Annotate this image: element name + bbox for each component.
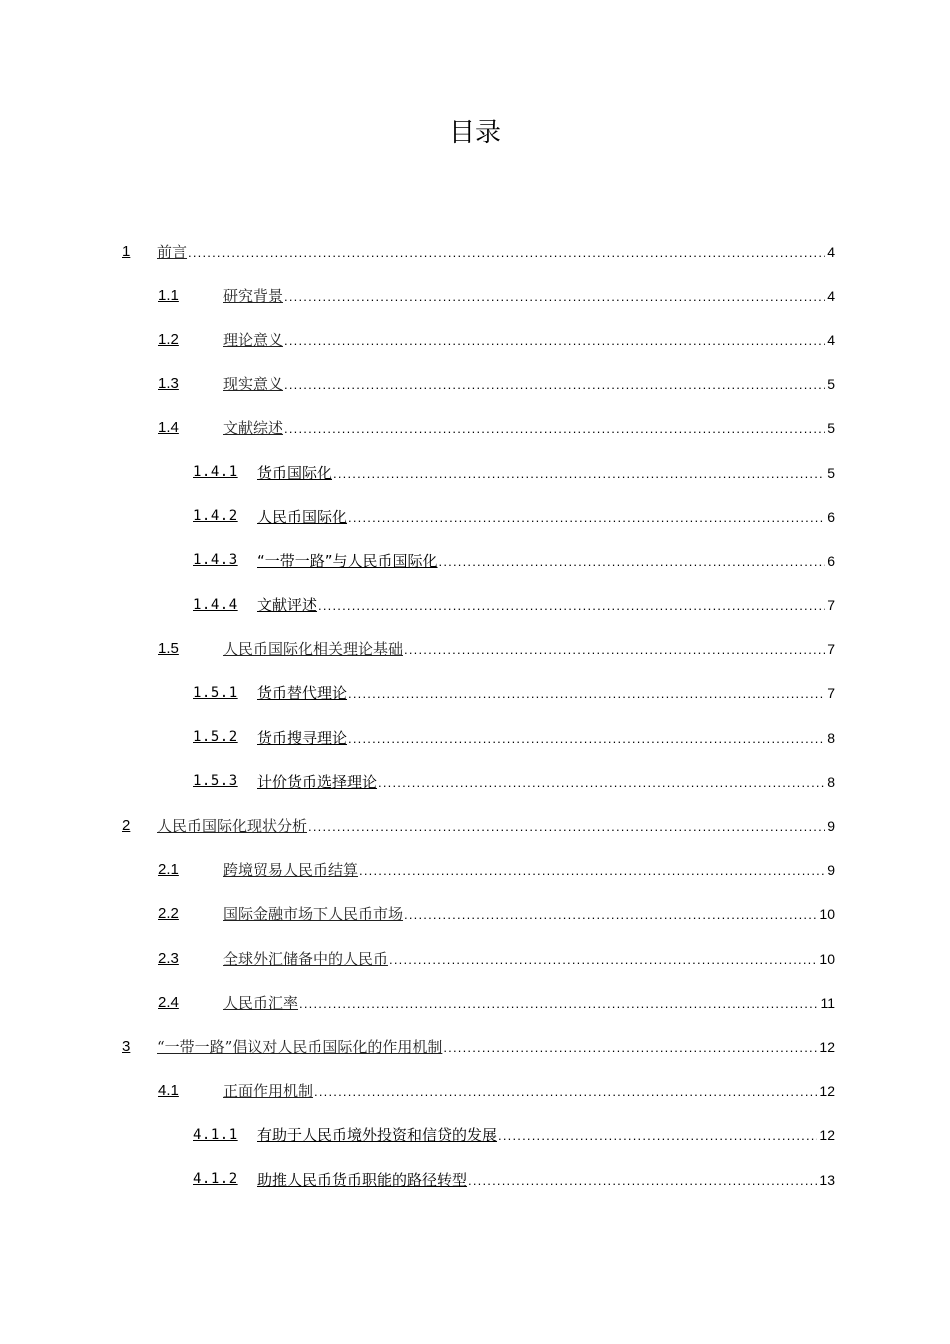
page-title: 目录 bbox=[448, 118, 501, 148]
toc-entry[interactable] bbox=[0, 892, 950, 936]
toc-entry[interactable] bbox=[0, 1157, 950, 1201]
toc-entry[interactable] bbox=[0, 848, 950, 892]
toc-entry-page-number: 11 bbox=[820, 994, 835, 1011]
toc-entry-page-number: 4 bbox=[827, 287, 835, 304]
toc-entry[interactable] bbox=[0, 450, 950, 494]
toc-entry-page-number: 13 bbox=[819, 1171, 835, 1188]
toc-entry[interactable] bbox=[0, 317, 950, 361]
toc-entry-line bbox=[257, 1169, 835, 1190]
toc-entry-number[interactable]: 2 bbox=[122, 817, 131, 835]
toc-entry-label[interactable]: 跨境贸易人民币结算 bbox=[223, 861, 359, 880]
toc-entry-page-number: 5 bbox=[827, 464, 835, 481]
toc-entry-label[interactable]: 货币搜寻理论 bbox=[257, 728, 348, 747]
toc-entry-line bbox=[223, 992, 835, 1013]
toc-entry-page-number: 6 bbox=[827, 508, 835, 525]
dot-leader bbox=[284, 333, 825, 348]
toc-entry-line bbox=[257, 550, 835, 571]
toc-entry-page-number: 4 bbox=[827, 243, 835, 260]
dot-leader bbox=[284, 289, 825, 304]
toc-entry-label[interactable]: 计价货币选择理论 bbox=[257, 772, 378, 791]
toc-entry-label[interactable]: 研究背景 bbox=[223, 286, 284, 305]
toc-entry-line bbox=[223, 638, 835, 659]
toc-entry-label[interactable]: 文献评述 bbox=[257, 596, 318, 615]
toc-entry-number[interactable]: 1.4.3 bbox=[193, 552, 238, 569]
toc-entry-page-number: 6 bbox=[827, 552, 835, 569]
toc-entry-label[interactable]: 货币国际化 bbox=[257, 463, 333, 482]
toc-entry-page-number: 7 bbox=[827, 641, 835, 658]
toc-entry-line bbox=[157, 815, 835, 836]
dot-leader bbox=[439, 554, 826, 569]
toc-entry-line bbox=[223, 1080, 835, 1101]
toc-entry-line bbox=[223, 903, 835, 924]
toc-entry[interactable] bbox=[0, 538, 950, 582]
toc-entry[interactable] bbox=[0, 715, 950, 759]
toc-entry-page-number: 9 bbox=[827, 862, 835, 879]
toc-entry-number[interactable]: 1 bbox=[122, 242, 131, 260]
dot-leader bbox=[389, 952, 817, 967]
dot-leader bbox=[498, 1128, 817, 1143]
dot-leader bbox=[284, 377, 825, 392]
toc-entry[interactable] bbox=[0, 1024, 950, 1068]
toc-entry[interactable] bbox=[0, 494, 950, 538]
toc-entry-number[interactable]: 2.1 bbox=[158, 861, 179, 879]
toc-entry-page-number: 10 bbox=[819, 906, 835, 923]
toc-entry-number[interactable]: 1.4 bbox=[158, 419, 179, 437]
toc-entry[interactable] bbox=[0, 362, 950, 406]
toc-entry-page-number: 8 bbox=[827, 729, 835, 746]
toc-entry-number[interactable]: 4.1 bbox=[158, 1082, 179, 1100]
toc-entry-number[interactable]: 2.4 bbox=[158, 993, 179, 1011]
toc-entry-label[interactable]: 人民币国际化相关理论基础 bbox=[223, 640, 404, 659]
toc-entry-line bbox=[257, 462, 835, 483]
toc-entry[interactable] bbox=[0, 671, 950, 715]
toc-entry-label[interactable]: 国际金融市场下人民币市场 bbox=[223, 905, 404, 924]
toc-entry-number[interactable]: 1.4.2 bbox=[193, 508, 238, 525]
toc-entry-page-number: 12 bbox=[819, 1038, 835, 1055]
dot-leader bbox=[378, 775, 825, 790]
toc-entry-page-number: 9 bbox=[827, 818, 835, 835]
dot-leader bbox=[404, 907, 817, 922]
toc-entry[interactable] bbox=[0, 1069, 950, 1113]
toc-entry-line bbox=[157, 241, 835, 262]
toc-entry-label[interactable]: “一带一路”与人民币国际化 bbox=[257, 551, 438, 570]
toc-entry[interactable] bbox=[0, 583, 950, 627]
dot-leader bbox=[299, 996, 818, 1011]
toc-entry[interactable] bbox=[0, 1113, 950, 1157]
toc-entry-label[interactable]: 前言 bbox=[157, 242, 188, 261]
toc-entry-number[interactable]: 1.5.1 bbox=[193, 684, 238, 701]
toc-entry-label[interactable]: 货币替代理论 bbox=[257, 684, 348, 703]
toc-entry-label[interactable]: 人民币汇率 bbox=[223, 993, 299, 1012]
toc-entry-label[interactable]: 人民币国际化 bbox=[257, 507, 348, 526]
toc-entry[interactable] bbox=[0, 406, 950, 450]
toc-entry-number[interactable]: 1.2 bbox=[158, 330, 179, 348]
toc-entry-line bbox=[223, 859, 835, 880]
dot-leader bbox=[284, 421, 825, 436]
toc-entry-label[interactable]: 有助于人民币境外投资和信贷的发展 bbox=[257, 1126, 498, 1145]
table-of-contents bbox=[0, 229, 950, 1201]
toc-entry[interactable] bbox=[0, 980, 950, 1024]
dot-leader bbox=[468, 1173, 817, 1188]
toc-entry[interactable] bbox=[0, 229, 950, 273]
toc-entry-label[interactable]: 理论意义 bbox=[223, 330, 284, 349]
toc-entry-line bbox=[257, 682, 835, 703]
dot-leader bbox=[443, 1040, 817, 1055]
toc-entry-page-number: 12 bbox=[819, 1083, 835, 1100]
dot-leader bbox=[359, 863, 825, 878]
toc-entry-page-number: 5 bbox=[827, 420, 835, 437]
toc-entry-label[interactable]: 正面作用机制 bbox=[223, 1082, 314, 1101]
toc-entry-line bbox=[223, 948, 835, 969]
dot-leader bbox=[404, 642, 825, 657]
toc-entry-page-number: 8 bbox=[827, 773, 835, 790]
toc-entry-label[interactable]: 助推人民币货币职能的路径转型 bbox=[257, 1170, 468, 1189]
toc-entry-label[interactable]: 全球外汇储备中的人民币 bbox=[223, 949, 389, 968]
toc-entry-label[interactable]: 文献综述 bbox=[223, 419, 284, 438]
toc-entry-number[interactable]: 2.2 bbox=[158, 905, 179, 923]
dot-leader bbox=[348, 731, 825, 746]
toc-entry-page-number: 10 bbox=[819, 950, 835, 967]
toc-entry-number[interactable]: 1.4.4 bbox=[193, 596, 238, 613]
toc-entry-line bbox=[257, 594, 835, 615]
toc-entry-line bbox=[257, 506, 835, 527]
toc-entry-label[interactable]: 现实意义 bbox=[223, 375, 284, 394]
toc-entry-line bbox=[223, 373, 835, 394]
toc-entry[interactable] bbox=[0, 936, 950, 980]
toc-entry-number[interactable]: 1.1 bbox=[158, 286, 179, 304]
toc-entry-number[interactable]: 1.5 bbox=[158, 640, 179, 658]
toc-entry[interactable] bbox=[0, 627, 950, 671]
toc-entry[interactable] bbox=[0, 803, 950, 847]
dot-leader bbox=[348, 686, 825, 701]
toc-entry-line bbox=[257, 771, 835, 792]
toc-entry-number[interactable]: 4.1.2 bbox=[193, 1171, 238, 1188]
toc-entry-label[interactable]: “一带一路”倡议对人民币国际化的作用机制 bbox=[157, 1037, 443, 1056]
toc-entry-line bbox=[257, 1124, 835, 1145]
dot-leader bbox=[188, 245, 825, 260]
toc-entry-number[interactable]: 1.3 bbox=[158, 375, 179, 393]
toc-entry-line bbox=[223, 417, 835, 438]
toc-entry-line bbox=[223, 329, 835, 350]
dot-leader bbox=[308, 819, 825, 834]
toc-entry-line bbox=[157, 1036, 835, 1057]
dot-leader bbox=[333, 466, 825, 481]
dot-leader bbox=[314, 1084, 817, 1099]
toc-entry-page-number: 12 bbox=[819, 1127, 835, 1144]
toc-entry[interactable] bbox=[0, 273, 950, 317]
toc-entry[interactable] bbox=[0, 759, 950, 803]
toc-entry-number[interactable]: 3 bbox=[122, 1037, 131, 1055]
toc-entry-page-number: 7 bbox=[827, 685, 835, 702]
toc-entry-number[interactable]: 4.1.1 bbox=[193, 1126, 238, 1143]
toc-entry-number[interactable]: 1.5.3 bbox=[193, 773, 238, 790]
dot-leader bbox=[318, 598, 825, 613]
toc-entry-number[interactable]: 1.5.2 bbox=[193, 729, 238, 746]
toc-entry-line bbox=[257, 727, 835, 748]
toc-entry-number[interactable]: 1.4.1 bbox=[193, 464, 238, 481]
dot-leader bbox=[348, 510, 825, 525]
toc-entry-number[interactable]: 2.3 bbox=[158, 949, 179, 967]
toc-entry-page-number: 7 bbox=[827, 597, 835, 614]
toc-entry-page-number: 4 bbox=[827, 331, 835, 348]
toc-entry-line bbox=[223, 285, 835, 306]
toc-entry-label[interactable]: 人民币国际化现状分析 bbox=[157, 817, 308, 836]
toc-entry-page-number: 5 bbox=[827, 376, 835, 393]
